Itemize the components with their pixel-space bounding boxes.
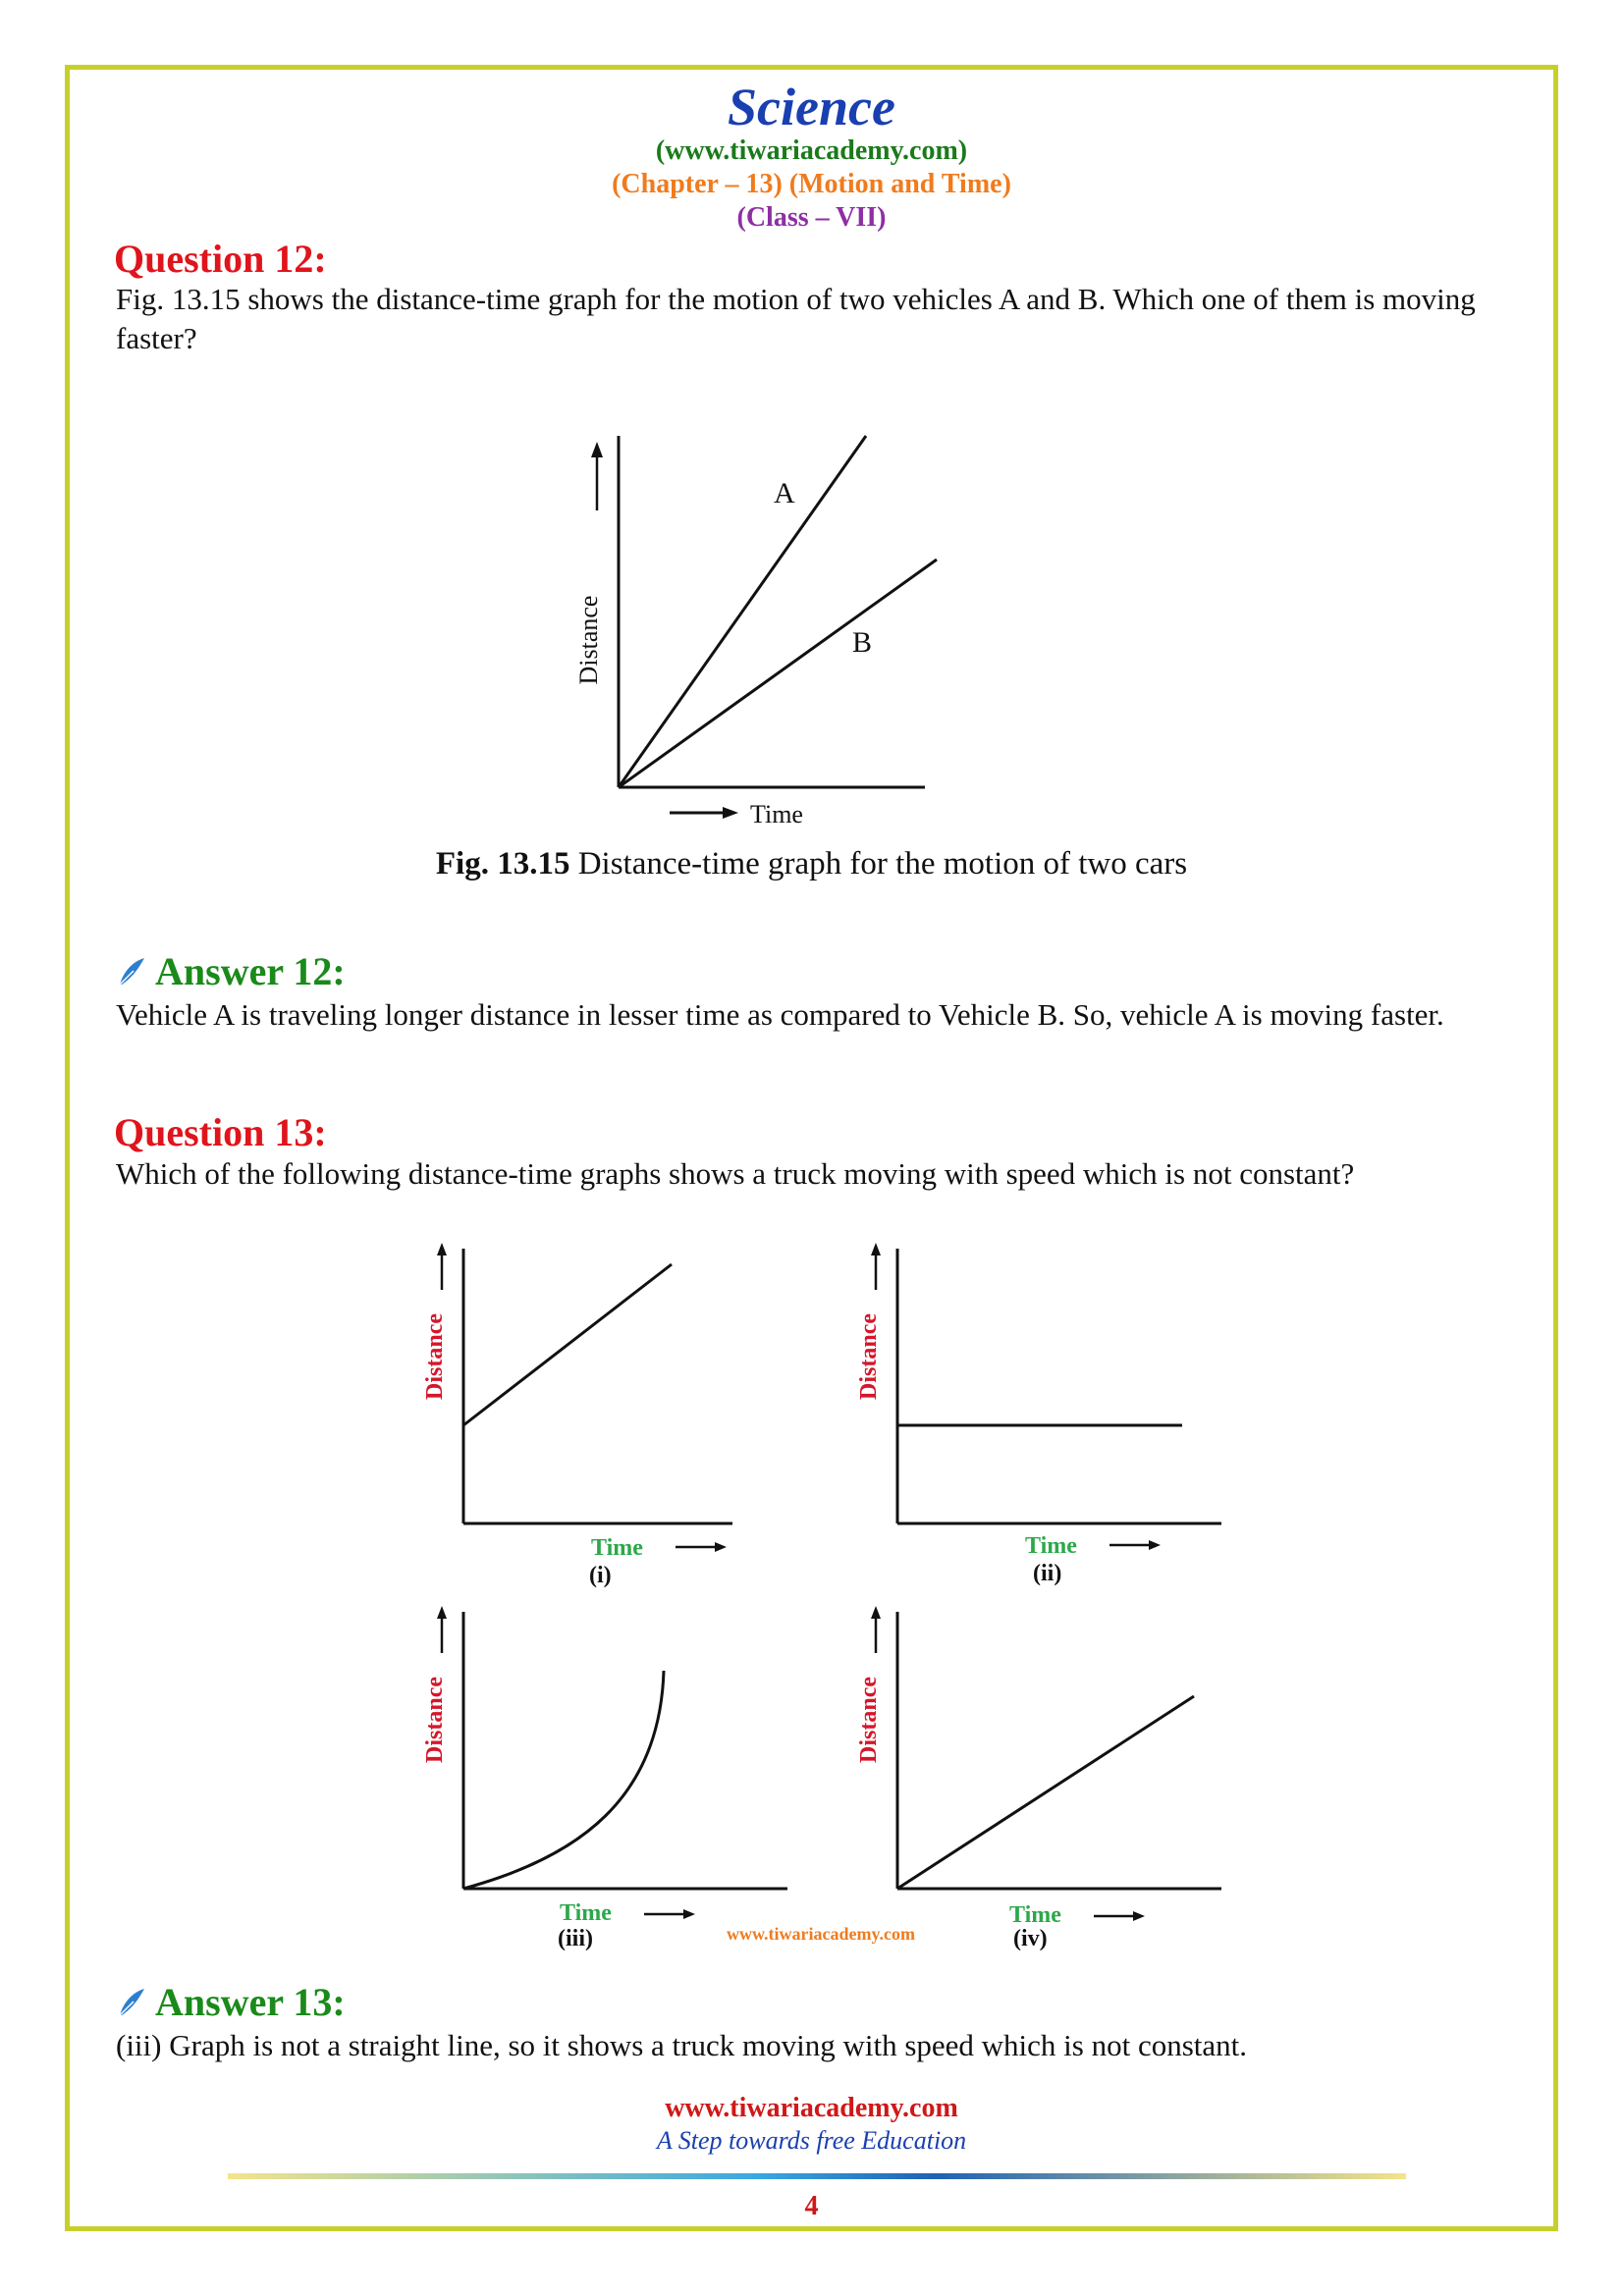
header-site: (www.tiwariacademy.com)	[655, 135, 968, 166]
figure-watermark-site: www.tiwariacademy.com	[727, 1924, 915, 1944]
answer-13-heading	[114, 1979, 346, 2025]
answer-12-heading-text: Answer 12:	[155, 949, 346, 993]
answer-12-heading	[114, 948, 346, 994]
graph-ii	[846, 1239, 1229, 1592]
footer-divider	[228, 2173, 1406, 2179]
question-13-text: Which of the following distance-time graphs shows a truck moving with speed which is not constant?	[116, 1156, 1355, 1191]
graph-i-caption: (i)	[589, 1563, 612, 1588]
header-class: (Class – VII)	[736, 202, 887, 233]
answer-13-text: (iii) Graph is not a straight line, so it shows a truck moving with speed which is not constant.	[116, 2028, 1248, 2062]
right-arrow-icon	[1149, 1540, 1161, 1550]
right-arrow-icon	[1133, 1911, 1145, 1921]
question-12-text: Fig. 13.15 shows the distance-time graph for the motion of two vehicles A and B. Which one of them is moving faster?	[116, 282, 1476, 355]
figure-caption	[0, 846, 1623, 882]
graph-iii	[412, 1602, 795, 1955]
figure-13-15	[550, 412, 962, 844]
graph-iii-y-label: Distance	[422, 1677, 448, 1763]
graph-ii-y-label: Distance	[856, 1313, 882, 1400]
fig-x-label: Time	[750, 800, 803, 828]
graph-iii-x-label: Time	[560, 1900, 612, 1926]
line-a-label: A	[774, 477, 795, 509]
up-arrow-icon	[591, 442, 603, 457]
line-b-label: B	[852, 626, 873, 659]
answer-12-text: Vehicle A is traveling longer distance in lesser time as compared to Vehicle B. So, vehicle A is moving faster.	[116, 997, 1444, 1032]
graph-iv	[846, 1602, 1229, 1955]
graph-iv-y-label: Distance	[856, 1677, 882, 1763]
page-number: 4	[804, 2191, 819, 2221]
graph-iv-line	[897, 1696, 1194, 1889]
right-arrow-icon	[723, 807, 738, 819]
page-title: Science	[728, 78, 895, 136]
graph-i-y-label: Distance	[422, 1313, 448, 1400]
graph-i-x-label: Time	[591, 1535, 643, 1561]
graph-ii-x-label: Time	[1025, 1533, 1077, 1559]
right-arrow-icon	[683, 1909, 695, 1919]
question-12-heading: Question 12:	[114, 237, 327, 281]
figure-caption-number: Fig. 13.15	[435, 846, 570, 881]
graph-iv-x-label: Time	[1009, 1902, 1061, 1928]
up-arrow-icon	[871, 1606, 881, 1619]
question-13-heading: Question 13:	[114, 1110, 327, 1154]
graph-iv-caption: (iv)	[1013, 1926, 1048, 1951]
line-b	[619, 560, 937, 787]
quill-logo-icon	[114, 1986, 147, 2019]
graph-i	[412, 1239, 746, 1592]
up-arrow-icon	[437, 1243, 447, 1255]
line-a	[619, 436, 866, 787]
figure-caption-text: Distance-time graph for the motion of two cars	[569, 846, 1188, 881]
up-arrow-icon	[871, 1243, 881, 1255]
graph-iii-curve	[463, 1671, 664, 1889]
graph-iii-caption: (iii)	[558, 1926, 593, 1951]
graph-ii-caption: (ii)	[1033, 1561, 1062, 1586]
footer-site: www.tiwariacademy.com	[665, 2093, 958, 2123]
up-arrow-icon	[437, 1606, 447, 1619]
header-chapter: (Chapter – 13) (Motion and Time)	[612, 169, 1011, 199]
quill-logo-icon	[114, 955, 147, 988]
fig-y-label: Distance	[574, 595, 603, 685]
footer-tagline: A Step towards free Education	[656, 2126, 967, 2155]
right-arrow-icon	[715, 1542, 727, 1552]
graph-i-line	[463, 1264, 672, 1425]
answer-13-heading-text: Answer 13:	[155, 1980, 346, 2024]
